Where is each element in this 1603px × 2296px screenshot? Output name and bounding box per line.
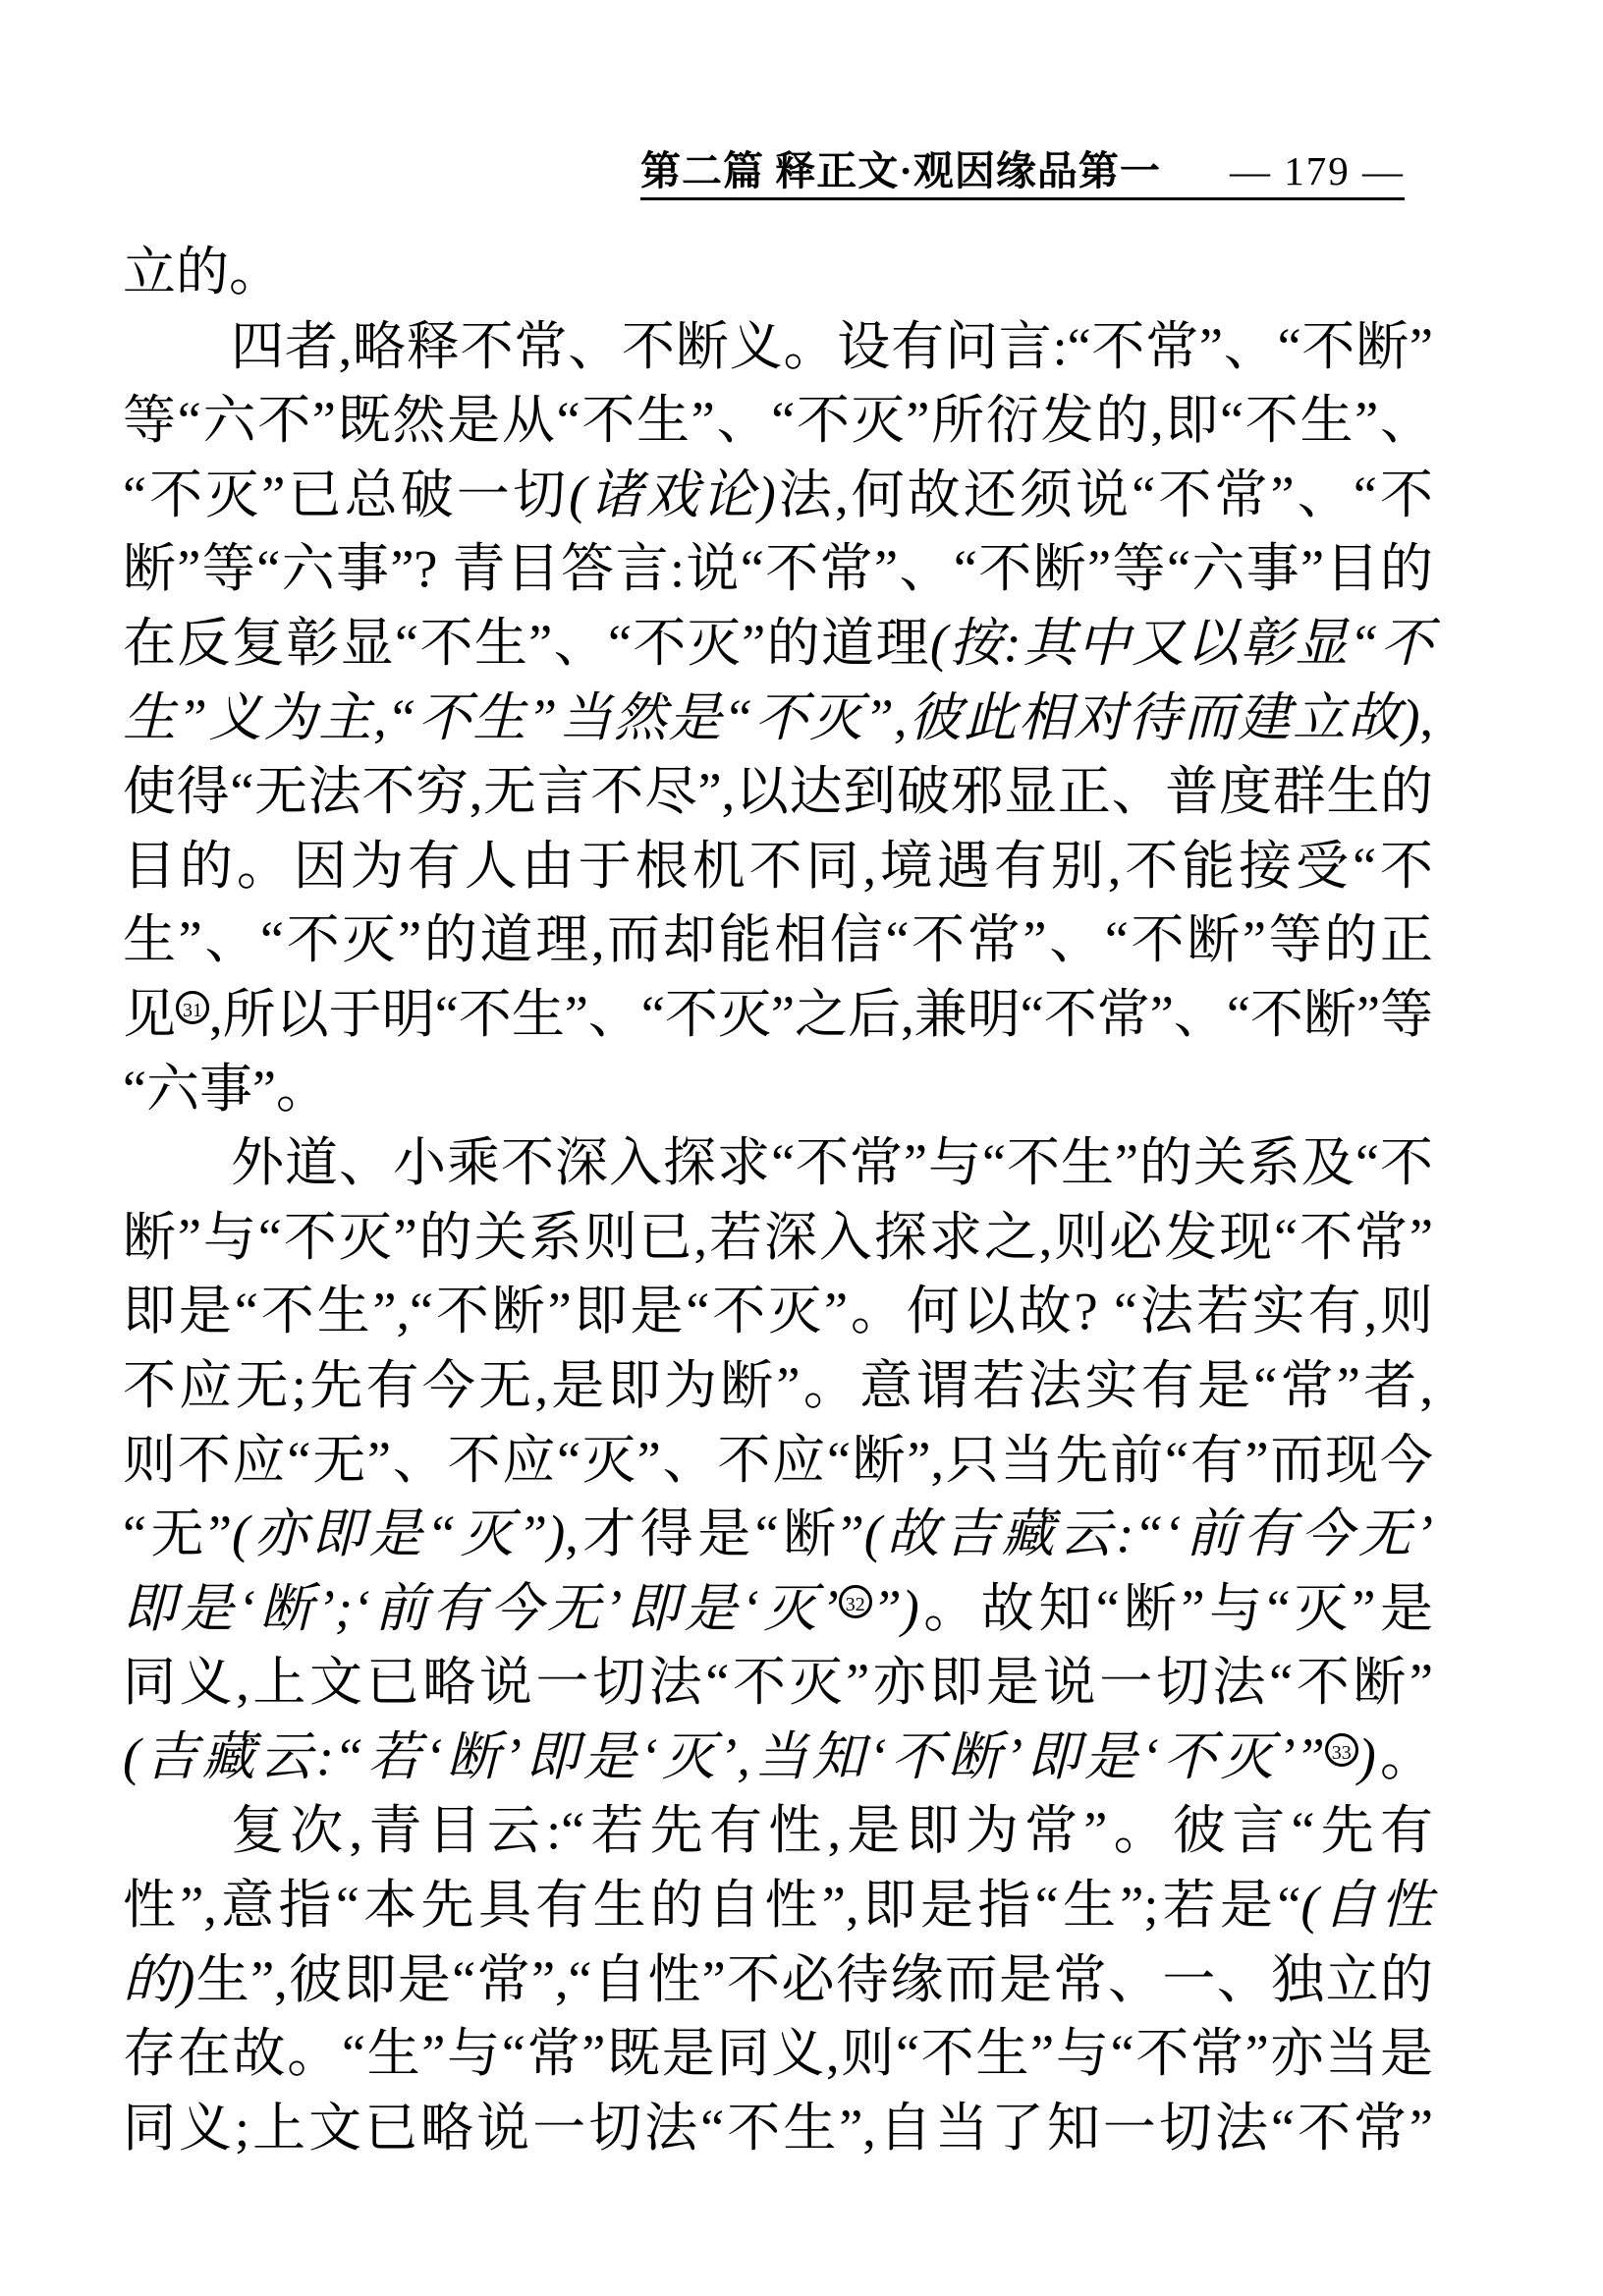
text-segment: 断”与“不灭”的关系则已,若深入探求之,则必发现“不常” [123,1207,1433,1267]
body-text [123,236,1433,2165]
text-line [123,1572,1433,1647]
text-segment: 复次,青目云:“若先有性,是即为常”。彼言“先有 [231,1801,1433,1861]
text-segment-kai: (按:其中又以彰显“不 [929,613,1433,673]
text-segment: 即是“不生”,“不断”即是“不灭”。何以故? “法若实有,则 [123,1282,1433,1341]
text-segment-kai: (亦即是“灭”) [232,1504,566,1564]
text-segment: 。故知“断”与“灭”是 [918,1578,1433,1638]
text-line [123,1424,1433,1499]
text-line [123,384,1433,459]
text-line [123,1721,1433,1795]
text-segment: ,所以于明“不生”、“不灭”之后,兼明“不常”、“不断”等 [209,984,1433,1044]
footnote-marker: 31 [176,991,209,1024]
text-segment: 四者,略释不常、不断义。设有问言:“不常”、“不断” [231,316,1433,376]
text-line [123,1126,1433,1201]
text-line [123,2092,1433,2166]
text-segment: “无” [123,1504,232,1564]
text-line [123,1869,1433,1943]
text-line [123,459,1433,533]
text-segment: 目的。因为有人由于根机不同,境遇有别,不能接受“不 [123,836,1433,896]
text-segment: ,才得是“断” [565,1504,864,1564]
text-line [123,1794,1433,1869]
text-segment: “不灭”已总破一切 [123,465,570,524]
text-line [123,1646,1433,1721]
text-segment-kai: ) [1357,1726,1376,1786]
text-segment: 断”等“六事”? 青目答言:说“不常”、“不断”等“六事”目的 [123,539,1433,599]
text-segment-kai: 的) [123,1949,195,2009]
text-line [123,607,1433,682]
text-line [123,682,1433,756]
text-segment-kai: (故吉藏云:“‘前有今无’ [863,1504,1434,1564]
text-segment: , [1419,687,1433,747]
text-segment-kai: (诸戏论) [569,465,776,524]
text-segment: 。 [1375,1726,1434,1786]
text-line [123,2017,1433,2092]
text-line [123,1943,1433,2018]
footnote-marker: 33 [1325,1733,1358,1767]
text-segment-kai: (自性 [1300,1876,1433,1936]
text-segment: 立的。 [123,243,282,301]
running-header [640,147,1405,194]
text-segment: 则不应“无”、不应“灭”、不应“断”,只当先前“有”而现今 [123,1430,1433,1490]
text-segment: 性”,意指“本先具有生的自性”,即是指“生”;若是“ [123,1876,1301,1936]
text-segment: 法,何故还须说“不常”、“不 [775,465,1434,524]
text-segment-kai: 生”义为主,“不生”当然是“不灭”,彼此相对待而建立故) [123,687,1420,747]
text-segment: 生”、“不灭”的道理,而却能相信“不常”、“不断”等的正 [123,910,1433,970]
text-segment-kai: ”) [871,1578,919,1638]
text-line [123,236,1433,310]
footnote-marker: 32 [839,1585,872,1618]
text-segment: 存在故。“生”与“常”既是同义,则“不生”与“不常”亦当是 [123,2024,1433,2084]
text-line [123,310,1433,385]
text-line [123,1201,1433,1276]
text-segment: 等“六不”既然是从“不生”、“不灭”所衍发的,即“不生”、 [123,391,1433,451]
text-segment: “六事”。 [123,1059,329,1119]
text-line [123,1349,1433,1424]
chapter-title: 第二篇 释正文·观因缘品第一 [640,148,1161,193]
text-line [123,830,1433,904]
page-number: — 179 — [1230,148,1405,193]
text-line [123,755,1433,830]
text-segment: 使得“无法不穷,无言不尽”,以达到破邪显正、普度群生的 [123,762,1433,822]
text-line [123,532,1433,607]
header-rule [640,197,1405,200]
text-segment: 外道、小乘不深入探求“不常”与“不生”的关系及“不 [231,1133,1433,1193]
text-segment: 在反复彰显“不生”、“不灭”的道理 [123,613,930,673]
text-segment-kai: (吉藏云:“若‘断’即是‘灭’,当知‘不断’即是‘不灭’” [123,1726,1325,1786]
text-line [123,1275,1433,1349]
text-segment: 生”,彼即是“常”,“自性”不必待缘而是常、一、独立的 [194,1949,1433,2009]
text-line [123,903,1433,978]
text-segment: 见 [123,984,177,1044]
text-line [123,978,1433,1053]
text-segment: 同义;上文已略说一切法“不生”,自当了知一切法“不常” [123,2098,1433,2158]
text-line [123,1498,1433,1572]
text-segment: 不应无;先有今无,是即为断”。意谓若法实有是“常”者, [123,1355,1433,1415]
text-segment: 同义,上文已略说一切法“不灭”亦即是说一切法“不断” [123,1653,1433,1713]
text-segment-kai: 即是‘断’;‘前有今无’即是‘灭’ [123,1578,839,1638]
text-line [123,1053,1433,1127]
